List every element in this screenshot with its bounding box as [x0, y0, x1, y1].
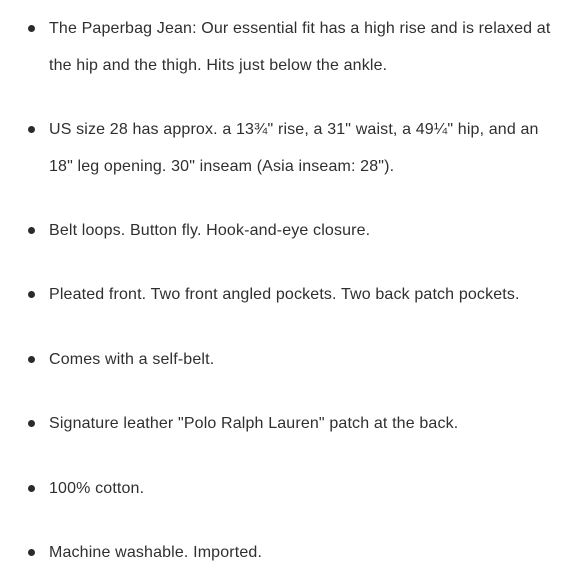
bullet-icon [28, 126, 35, 133]
bullet-icon [28, 549, 35, 556]
list-item-text: 100% cotton. [49, 480, 145, 497]
list-item-text: Machine washable. Imported. [49, 544, 263, 561]
list-item-text: The Paperbag Jean: Our essential fit has a high rise and is relaxed at the hip and the thigh. Hits just below the ankle. [49, 20, 551, 74]
bullet-icon [28, 25, 35, 32]
list-item-text: US size 28 has approx. a 13¾" rise, a 31" waist, a 49¼" hip, and an 18" leg opening. 30" inseam (Asia inseam: 28"). [49, 121, 539, 175]
bullet-icon [28, 291, 35, 298]
bullet-icon [28, 485, 35, 492]
list-item-text: Comes with a self-belt. [49, 351, 215, 368]
list-item-text: Pleated front. Two front angled pockets. Two back patch pockets. [49, 286, 520, 303]
bullet-icon [28, 420, 35, 427]
bullet-icon [28, 356, 35, 363]
bullet-icon [28, 227, 35, 234]
list-item-text: Belt loops. Button fly. Hook-and-eye closure. [49, 222, 371, 239]
list-item-text: Signature leather "Polo Ralph Lauren" patch at the back. [49, 415, 459, 432]
